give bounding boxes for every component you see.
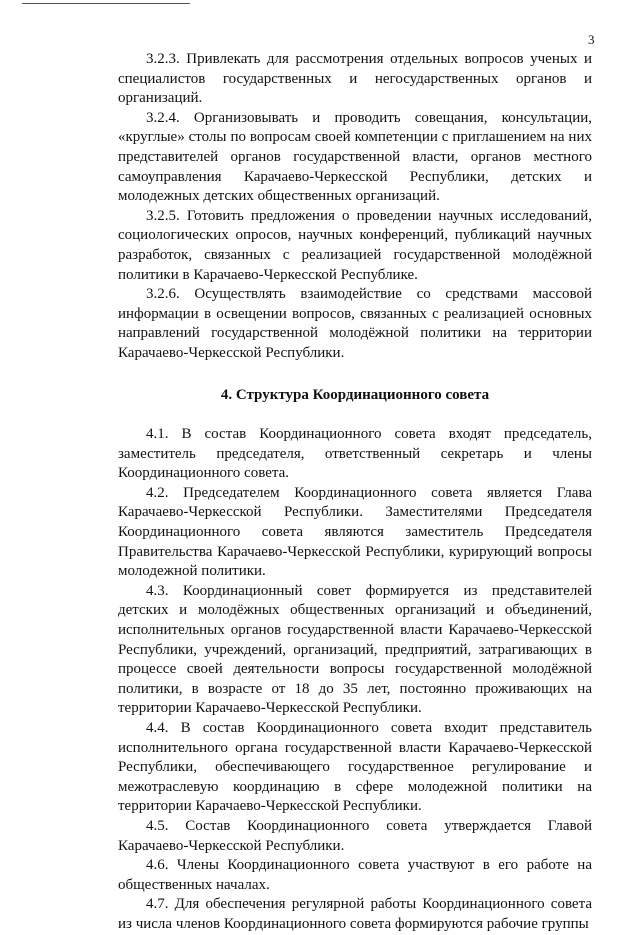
document-body bbox=[118, 50, 592, 935]
paragraph-3-2-4: 3.2.4. Организовывать и проводить совещания, консультации, «круглые» столы по вопросам своей компетенции с приглашением на них представителей органов государственной власти, органов местного самоуправления Карачаево-Черкесской Республики, детских и молодежных детских общественных организаций. bbox=[118, 109, 592, 205]
paragraph-4-5: 4.5. Состав Координационного совета утверждается Главой Карачаево-Черкесской Республики. bbox=[118, 817, 592, 854]
paragraph-4-7: 4.7. Для обеспечения регулярной работы Координационного совета из числа членов Координационного совета формируются рабочие группы bbox=[118, 896, 592, 932]
page-number: 3 bbox=[588, 32, 595, 47]
paragraph-4-3: 4.3. Координационный совет формируется из представителей детских и молодёжных общественных организаций и объединений, исполнительных органов государственной власти Карачаево-Черкесской Республики, учреждений, организаций, предприятий, затрагивающих в процессе своей деятельности вопросы государственной молодёжной политики, в возрасте от 18 до 35 лет, постоянно проживающих на территории Карачаево-Черкесской Республики. bbox=[118, 582, 592, 717]
paragraph-4-6: 4.6. Члены Координационного совета участвуют в его работе на общественных началах. bbox=[118, 857, 592, 893]
paragraph-4-2: 4.2. Председателем Координационного совета является Глава Карачаево-Черкесской Республики. Заместителями Председателя Координационного совета являются заместитель Председателя Правительства Карачаево-Черкесской Республики, курирующий вопросы молодежной политики. bbox=[118, 484, 592, 580]
paragraph-4-4: 4.4. В состав Координационного совета входит представитель исполнительного органа государственной власти Карачаево-Черкесской Республики, обеспечивающего государственное регулирование и межотраслевую координацию в сфере молодежной политики на территории Карачаево-Черкесской Республики. bbox=[118, 720, 592, 815]
paragraph-3-2-3: 3.2.3. Привлекать для рассмотрения отдельных вопросов ученых и специалистов государственных и негосударственных органов и организаций. bbox=[118, 51, 592, 107]
paragraph-3-2-5: 3.2.5. Готовить предложения о проведении научных исследований, социологических опросов, научных конференций, публикаций научных разработок, связанных с реализацией государственной молодёжной политики в Карачаево-Черкесской Республике. bbox=[118, 207, 592, 283]
top-rule bbox=[22, 3, 190, 4]
section-heading: 4. Структура Координационного совета bbox=[220, 386, 490, 403]
paragraph-4-1: 4.1. В состав Координационного совета входят председатель, заместитель председателя, ответственный секретарь и члены Координационного совета. bbox=[118, 426, 592, 482]
paragraph-3-2-6: 3.2.6. Осуществлять взаимодействие со средствами массовой информации в освещении вопросов, связанных с реализацией основных направлений государственной молодёжной политики на территории Карачаево-Черкесской Республики. bbox=[118, 286, 592, 361]
